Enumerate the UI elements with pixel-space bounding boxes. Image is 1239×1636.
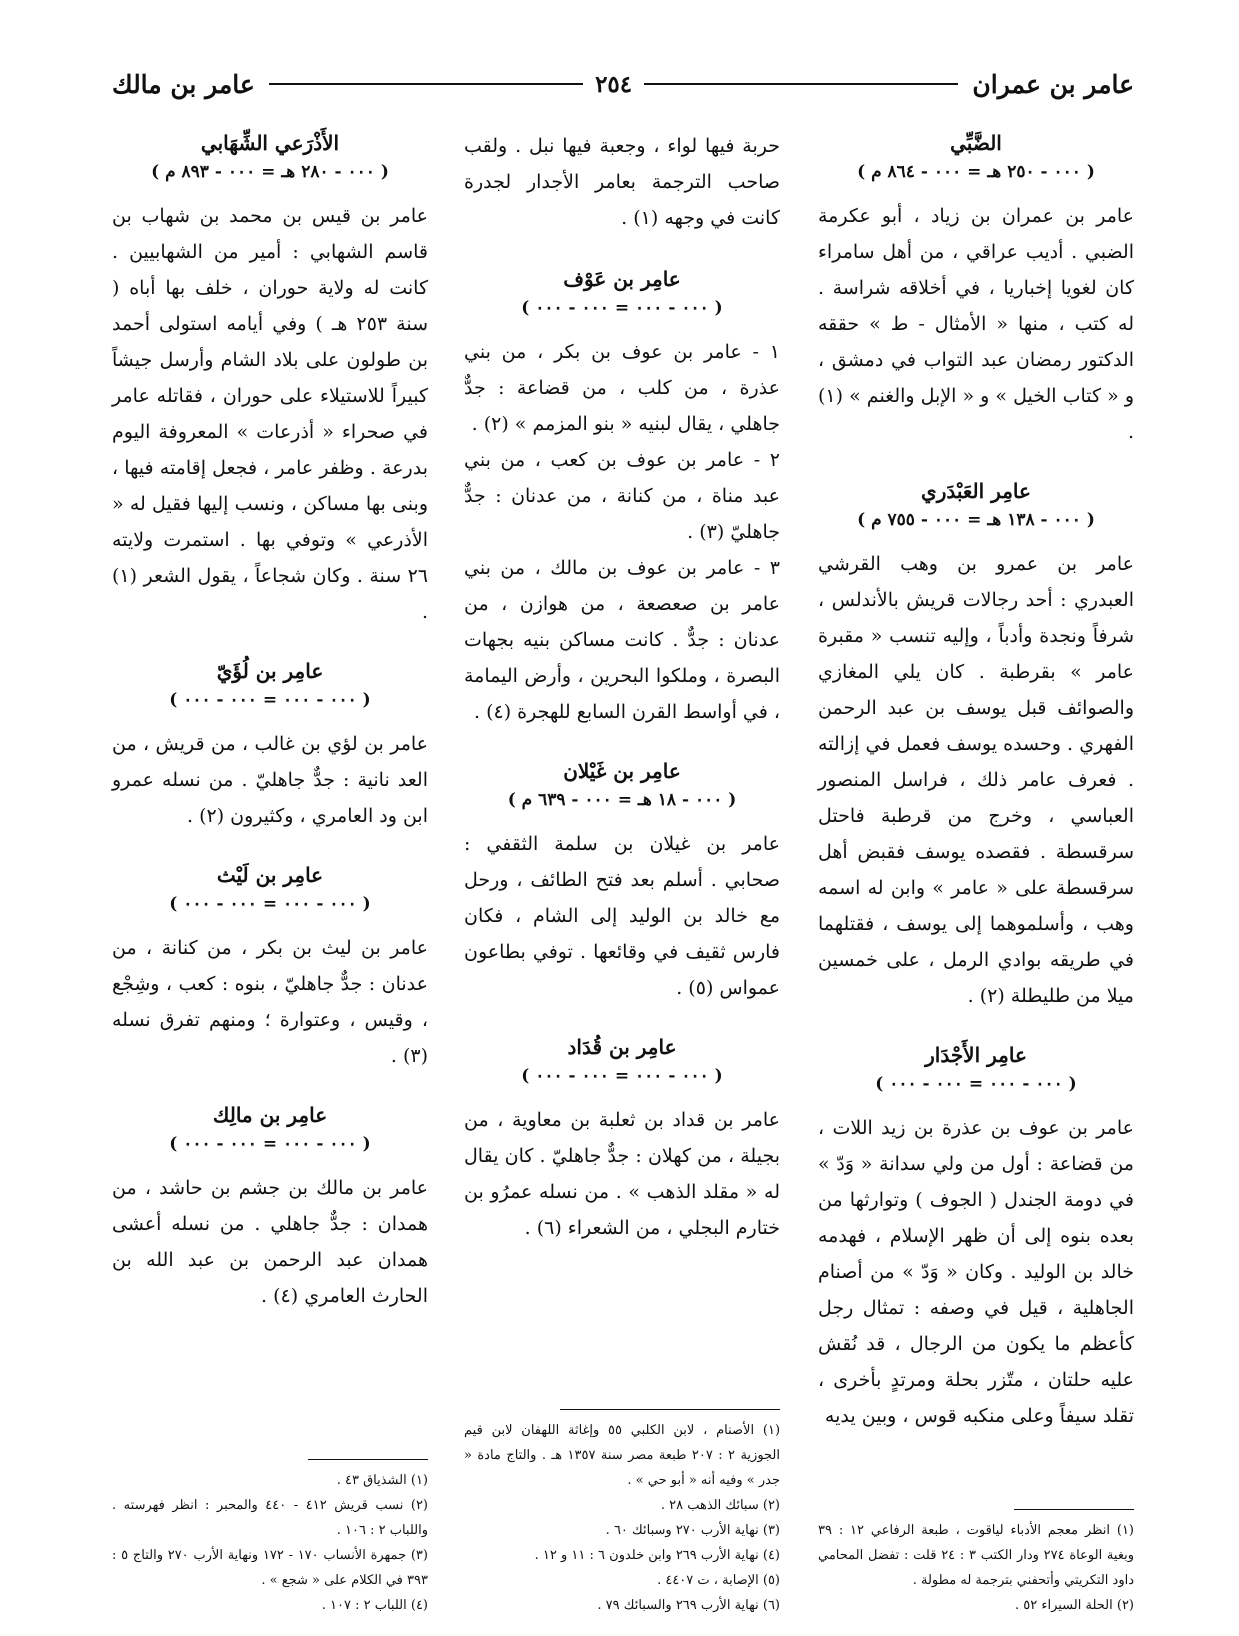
entry-text: عامر بن ليث بن بكر ، من كنانة ، من عدنان : جدٌّ جاهليّ ، بنوه : كعب ، وشِجْع ، وقيس ، وعتوارة ؛ ومنهم تفرق نسله (٣) .	[112, 937, 428, 1067]
footnote-separator	[308, 1459, 428, 1460]
entry-paragraph: ١ - عامر بن عوف بن بكر ، من بني عذرة ، من كلب ، من قضاعة : جدٌّ جاهلي ، يقال لبنيه « بنو المزمم » (٢) .	[464, 341, 780, 435]
entry	[112, 656, 428, 834]
entry-title: الضَّبِّي	[950, 131, 1002, 155]
footnotes	[112, 1445, 428, 1618]
footnote-separator	[1014, 1509, 1134, 1510]
entry-dates: ( ٠٠٠ - ٠٠٠ = ٠٠٠ - ٠٠٠ )	[875, 1074, 1077, 1094]
entry-text: عامر بن عمران بن زياد ، أبو عكرمة الضبي . أديب عراقي ، من أهل سامراء كان لغويا إخباريا ، في أخلاقه شراسة . له كتب ، منها « الأمثال - ط » حققه الدكتور رمضان عبد التواب في دمشق ، و « كتاب الخيل » و « الإبل والغنم » (١) .	[818, 205, 1134, 443]
footnote: (١) الأصنام ، لابن الكلبي ٥٥ وإغاثة اللهفان لابن قيم الجوزية ٢ : ٢٠٧ طبعة مصر سنة ١٣٥٧ هـ . والتاج مادة « جدر » وفيه أنه « أبو حي » .	[464, 1423, 781, 1488]
entry-dates: ( ٠٠٠ - ٢٨٠ هـ = ٠٠٠ - ٨٩٣ م )	[151, 162, 389, 182]
footnote: (٣) نهاية الأرب ٢٧٠ وسبائك ٦٠ .	[605, 1523, 780, 1538]
entry	[818, 128, 1134, 450]
footnote: (٢) الحلة السيراء ٥٢ .	[1015, 1598, 1134, 1613]
footnote: (٢) نسب قريش ٤١٢ - ٤٤٠ والمحبر : انظر فهرسته . واللباب ٢ : ١٠٦ .	[112, 1498, 428, 1538]
entry-title: عامِر بن قُدَاد	[567, 1035, 677, 1059]
header-rule-group	[269, 71, 959, 98]
entry-title: عامِر بن لُؤَيّ	[216, 659, 324, 683]
footnotes	[464, 1395, 780, 1618]
entry-dates: ( ٠٠٠ - ٠٠٠ = ٠٠٠ - ٠٠٠ )	[169, 894, 371, 914]
footnote-separator	[560, 1409, 780, 1410]
entry-text: عامر بن قيس بن محمد بن شهاب بن قاسم الشهابي : أمير من الشهابيين . كانت له ولاية حوران ، خلف بها أباه ( سنة ٢٥٣ هـ ) وفي أيامه استولى أحمد بن طولون على بلاد الشام وأرسل جيشاً كبيراً للاستيلاء على حوران ، فقاتله عامر في صحراء « أذرعات » المعروفة اليوم بدرعة . وظفر عامر ، فجعل إقامته فيها ، وبنى بها مساكن ، ونسب إليها فقيل له « الأذرعي » وتوفي بها . استمرت ولايته ٢٦ سنة . وكان شجاعاً ، يقول الشعر (١) .	[112, 205, 428, 623]
entry-title: عامِر بن غَيْلان	[563, 759, 681, 783]
header-rule-left	[269, 83, 583, 85]
page-number: ٢٥٤	[595, 70, 633, 98]
footnote: (٤) نهاية الأرب ٢٦٩ وابن خلدون ٦ : ١١ و ١٢ .	[534, 1548, 780, 1563]
entry-dates: ( ٠٠٠ - ١٣٨ هـ = ٠٠٠ - ٧٥٥ م )	[857, 510, 1095, 530]
entry	[464, 1032, 780, 1246]
entry-dates: ( ٠٠٠ - ٠٠٠ = ٠٠٠ - ٠٠٠ )	[169, 690, 371, 710]
footnote: (١) الشذياق ٤٣ .	[336, 1473, 428, 1488]
entry-title: الأَذْرَعي الشِّهَابي	[200, 131, 340, 155]
column-left	[112, 128, 428, 1618]
entry-dates: ( ٠٠٠ - ٠٠٠ = ٠٠٠ - ٠٠٠ )	[521, 1066, 723, 1086]
entry-title: عامِر بن مالِك	[212, 1103, 328, 1127]
footnote: (٤) اللباب ٢ : ١٠٧ .	[321, 1598, 428, 1613]
entry-dates: ( ٠٠٠ - ٢٥٠ هـ = ٠٠٠ - ٨٦٤ م )	[857, 162, 1095, 182]
running-header	[112, 62, 1134, 106]
entry	[464, 264, 780, 730]
entry	[112, 128, 428, 630]
entry-title: عامِر العَبْدَري	[921, 479, 1031, 503]
entry	[112, 860, 428, 1074]
entry-dates: ( ٠٠٠ - ٠٠٠ = ٠٠٠ - ٠٠٠ )	[169, 1134, 371, 1154]
header-left-title: عامر بن مالك	[112, 69, 255, 99]
header-right-title: عامر بن عمران	[972, 69, 1134, 99]
entry-title: عامِر بن لَيْث	[216, 863, 324, 887]
entry-dates: ( ٠٠٠ - ٠٠٠ = ٠٠٠ - ٠٠٠ )	[521, 298, 723, 318]
footnote: (٣) جمهرة الأنساب ١٧٠ - ١٧٢ ونهاية الأرب ٢٧٠ والتاج ٥ : ٣٩٣ في الكلام على « شجع » .	[112, 1548, 428, 1588]
entry-text: عامر بن لؤي بن غالب ، من قريش ، من العد نانية : جدٌّ جاهليّ . من نسله عمرو ابن ود العامري ، وكثيرون (٢) .	[112, 733, 428, 827]
entry-paragraph: عامر بن غيلان بن سلمة الثقفي : صحابي . أسلم بعد فتح الطائف ، ورحل مع خالد بن الوليد إلى الشام ، فكان فارس ثقيف في وقائعها . توفي بطاعون عمواس (٥) .	[464, 833, 780, 999]
entry-paragraph: ٢ - عامر بن عوف بن كعب ، من بني عبد مناة ، من كنانة ، من عدنان : جدٌّ جاهليّ (٣) .	[464, 449, 780, 543]
entry-text: عامر بن مالك بن جشم بن حاشد ، من همدان : جدٌّ جاهلي . من نسله أعشى همدان عبد الرحمن بن عبد الله بن الحارث العامري (٤) .	[112, 1177, 428, 1307]
entry-text: عامر بن عوف بن عذرة بن زيد اللات ، من قضاعة : أول من ولي سدانة « وَدّ » في دومة الجندل ( الجوف ) وتوارثها من بعده بنوه إلى أن ظهر الإسلام ، فهدمه خالد بن الوليد . وكان « وَدّ » من أصنام الجاهلية ، قيل في وصفه : تمثال رجل كأعظم ما يكون من الرجال ، قد نُقش عليه حلتان ، متّزر بحلة ومرتدٍ بأخرى ، تقلد سيفاً وعلى منكبه قوس ، وبين يديه	[818, 1117, 1134, 1427]
continuation-text: حربة فيها لواء ، وجعبة فيها نبل . ولقب صاحب الترجمة بعامر الأجدار لجدرة كانت في وجهه (١) .	[464, 135, 780, 229]
entry	[112, 1100, 428, 1314]
column-middle	[464, 128, 780, 1618]
entry-title: عامِر الأَجْدَار	[925, 1043, 1027, 1067]
footnotes	[818, 1495, 1134, 1618]
entry-dates: ( ٠٠٠ - ١٨ هـ = ٠٠٠ - ٦٣٩ م )	[507, 790, 737, 810]
entry-paragraph: عامر بن قداد بن ثعلبة بن معاوية ، من بجيلة ، من كهلان : جدٌّ جاهليّ . كان يقال له « مقلد الذهب » . من نسله عمرُو بن ختارم البجلي ، من الشعراء (٦) .	[464, 1109, 780, 1239]
entry-title: عامِر بن عَوْف	[563, 267, 681, 291]
entry	[464, 756, 780, 1006]
footnote: (١) انظر معجم الأدباء لياقوت ، طبعة الرفاعي ١٢ : ٣٩ وبغية الوعاة ٢٧٤ ودار الكتب ٣ : ٢٤ قلت : تفضل المحامي داود التكريتي وأتحفني بترجمة له مطولة .	[818, 1523, 1134, 1588]
entry	[818, 1040, 1134, 1434]
entry-paragraph: ٣ - عامر بن عوف بن مالك ، من بني عامر بن صعصعة ، من هوازن ، من عدنان : جدٌّ . كانت مساكن بنيه بجهات البصرة ، وملكوا البحرين ، وأرض اليمامة ، في أواسط القرن السابع للهجرة (٤) .	[464, 557, 780, 723]
header-rule-right	[644, 83, 958, 85]
footnote: (٦) نهاية الأرب ٢٦٩ والسبائك ٧٩ .	[597, 1598, 780, 1613]
entry-text: عامر بن عمرو بن وهب القرشي العبدري : أحد رجالات قريش بالأندلس ، شرفاً ونجدة وأدباً ، وإليه تنسب « مقبرة عامر » بقرطبة . كان يلي المغازي والصوائف قبل يوسف بن عبد الرحمن الفهري . وحسده يوسف فعمل في إزالته . فعرف عامر ذلك ، فراسل المنصور العباسي ، وخرج من قرطبة فاحتل سرقسطة . فقصده يوسف فقبض أهل سرقسطة على « عامر » وابن له اسمه وهب ، وأسلموهما إلى يوسف ، فقتلهما في طريقه بوادي الرمل ، على خمسين ميلا من طليطلة (٢) .	[818, 553, 1134, 1007]
footnote: (٥) الإصابة ، ت ٤٤٠٧ .	[657, 1573, 780, 1588]
entry	[818, 476, 1134, 1014]
column-right	[818, 128, 1134, 1618]
footnote: (٢) سبائك الذهب ٢٨ .	[660, 1498, 780, 1513]
